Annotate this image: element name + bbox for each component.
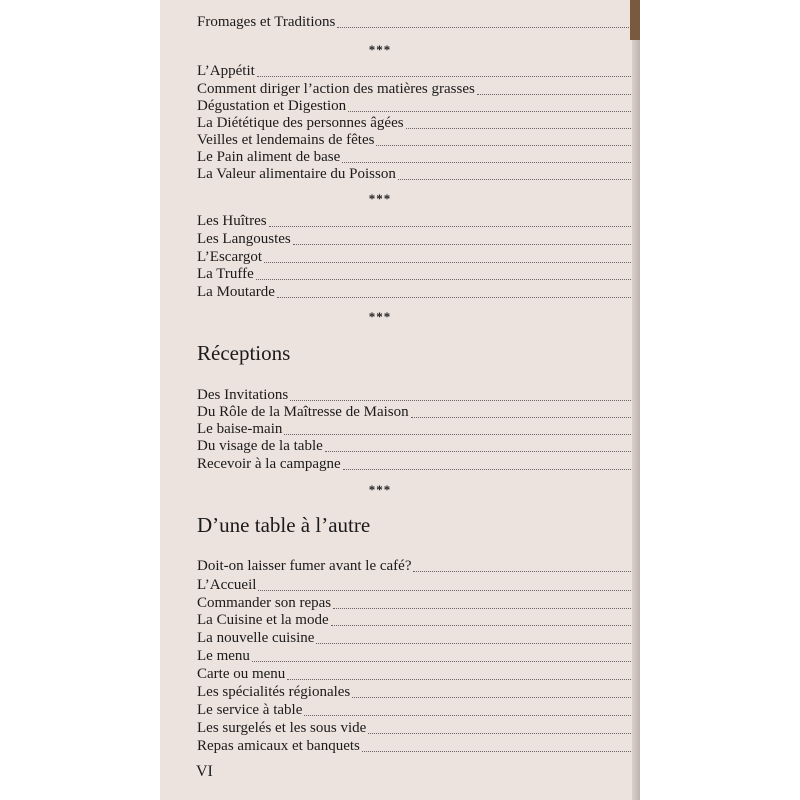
toc-entry — [197, 594, 635, 612]
toc-entry — [197, 719, 635, 737]
toc-entry-title: Des Invitations — [197, 387, 289, 403]
toc-entry-title: L’Escargot — [197, 249, 262, 265]
toc-entry — [197, 437, 635, 455]
toc-entry-title: Le baise-main — [197, 421, 283, 437]
section-heading: Réceptions — [197, 341, 291, 365]
toc-entry — [197, 420, 635, 438]
section-heading: D’une table à l’autre — [197, 513, 371, 537]
dot-leader — [284, 433, 635, 435]
toc-entry-title: Fromages et Traditions — [197, 14, 336, 30]
toc-entry — [197, 647, 635, 665]
dot-leader — [333, 607, 635, 609]
toc-entry-title: Repas amicaux et banquets — [197, 738, 360, 754]
dot-leader — [277, 296, 635, 298]
dot-leader — [362, 750, 635, 752]
dot-leader — [316, 642, 635, 644]
toc-entry-title: Le menu — [197, 648, 250, 664]
toc-entry — [197, 62, 635, 80]
toc-entry-title: Les surgelés et les sous vide — [197, 720, 367, 736]
toc-entry — [197, 165, 635, 183]
toc-entry-title: La Valeur alimentaire du Poisson — [197, 166, 396, 182]
toc-entry-title: Les Huîtres — [197, 213, 267, 229]
toc-entry-title: L’Appétit — [197, 63, 255, 79]
toc-entry-title: Du visage de la table — [197, 438, 323, 454]
toc-entry-title: La nouvelle cuisine — [197, 630, 315, 646]
toc-entry — [197, 557, 635, 575]
toc-entry — [197, 611, 635, 629]
toc-entry-title: La Diététique des personnes âgées — [197, 115, 404, 131]
toc-entry-title: Le service à table — [197, 702, 303, 718]
dot-leader — [287, 678, 635, 680]
dot-leader — [406, 127, 635, 129]
section-separator: *** — [368, 191, 392, 206]
dot-leader — [477, 93, 635, 95]
toc-entry — [197, 114, 635, 132]
dot-leader — [348, 110, 635, 112]
toc-entry-title: Carte ou menu — [197, 666, 286, 682]
section-separator: *** — [368, 42, 392, 57]
toc-entry-title: Veilles et lendemains de fêtes — [197, 132, 375, 148]
toc-entry — [197, 80, 635, 98]
dot-leader — [343, 468, 635, 470]
toc-entry — [197, 131, 635, 149]
toc-entry — [197, 455, 635, 473]
toc-entry — [197, 13, 635, 31]
dot-leader — [290, 399, 635, 401]
toc-entry-title: L’Accueil — [197, 577, 257, 593]
dot-leader — [257, 75, 635, 77]
section-separator: *** — [368, 482, 392, 497]
toc-entry — [197, 737, 635, 755]
dot-leader — [269, 225, 635, 227]
dot-leader — [337, 26, 635, 28]
dot-leader — [413, 570, 635, 572]
toc-entry — [197, 97, 635, 115]
toc-entry-title: Commander son repas — [197, 595, 332, 611]
toc-entry — [197, 629, 635, 647]
dot-leader — [264, 261, 635, 263]
toc-entry — [197, 230, 635, 248]
dot-leader — [376, 144, 635, 146]
dot-leader — [368, 732, 635, 734]
toc-entry — [197, 248, 635, 266]
dot-leader — [256, 278, 635, 280]
toc-entry — [197, 265, 635, 283]
toc-entry-title: La Cuisine et la mode — [197, 612, 329, 628]
toc-entry-title: Comment diriger l’action des matières grasses — [197, 81, 475, 97]
toc-entry-title: Du Rôle de la Maîtresse de Maison — [197, 404, 409, 420]
dot-leader — [352, 696, 635, 698]
dot-leader — [258, 589, 635, 591]
dot-leader — [304, 714, 635, 716]
toc-entry — [197, 701, 635, 719]
toc-entry-title: Les spécialités régionales — [197, 684, 351, 700]
dot-leader — [398, 178, 635, 180]
toc-entry-title: Les Langoustes — [197, 231, 291, 247]
toc-entry — [197, 576, 635, 594]
dot-leader — [293, 243, 635, 245]
dot-leader — [252, 660, 635, 662]
dot-leader — [342, 161, 635, 163]
book-corner — [630, 0, 640, 40]
toc-entry — [197, 665, 635, 683]
toc-entry-title: Doit-on laisser fumer avant le café? — [197, 558, 412, 574]
toc-entry — [197, 683, 635, 701]
dot-leader — [411, 416, 635, 418]
toc-entry-title: Le Pain aliment de base — [197, 149, 341, 165]
toc-entry-title: La Moutarde — [197, 284, 275, 300]
book-page — [160, 0, 640, 800]
section-separator: *** — [368, 309, 392, 324]
page-number: VI — [196, 763, 213, 780]
toc-entry — [197, 212, 635, 230]
toc-entry — [197, 386, 635, 404]
dot-leader — [331, 624, 635, 626]
toc-entry-title: Recevoir à la campagne — [197, 456, 341, 472]
toc-entry-title: Dégustation et Digestion — [197, 98, 347, 114]
dot-leader — [325, 450, 635, 452]
toc-entry — [197, 283, 635, 301]
toc-entry-title: La Truffe — [197, 266, 254, 282]
page-edge — [632, 0, 640, 800]
toc-entry — [197, 148, 635, 166]
toc-entry — [197, 403, 635, 421]
